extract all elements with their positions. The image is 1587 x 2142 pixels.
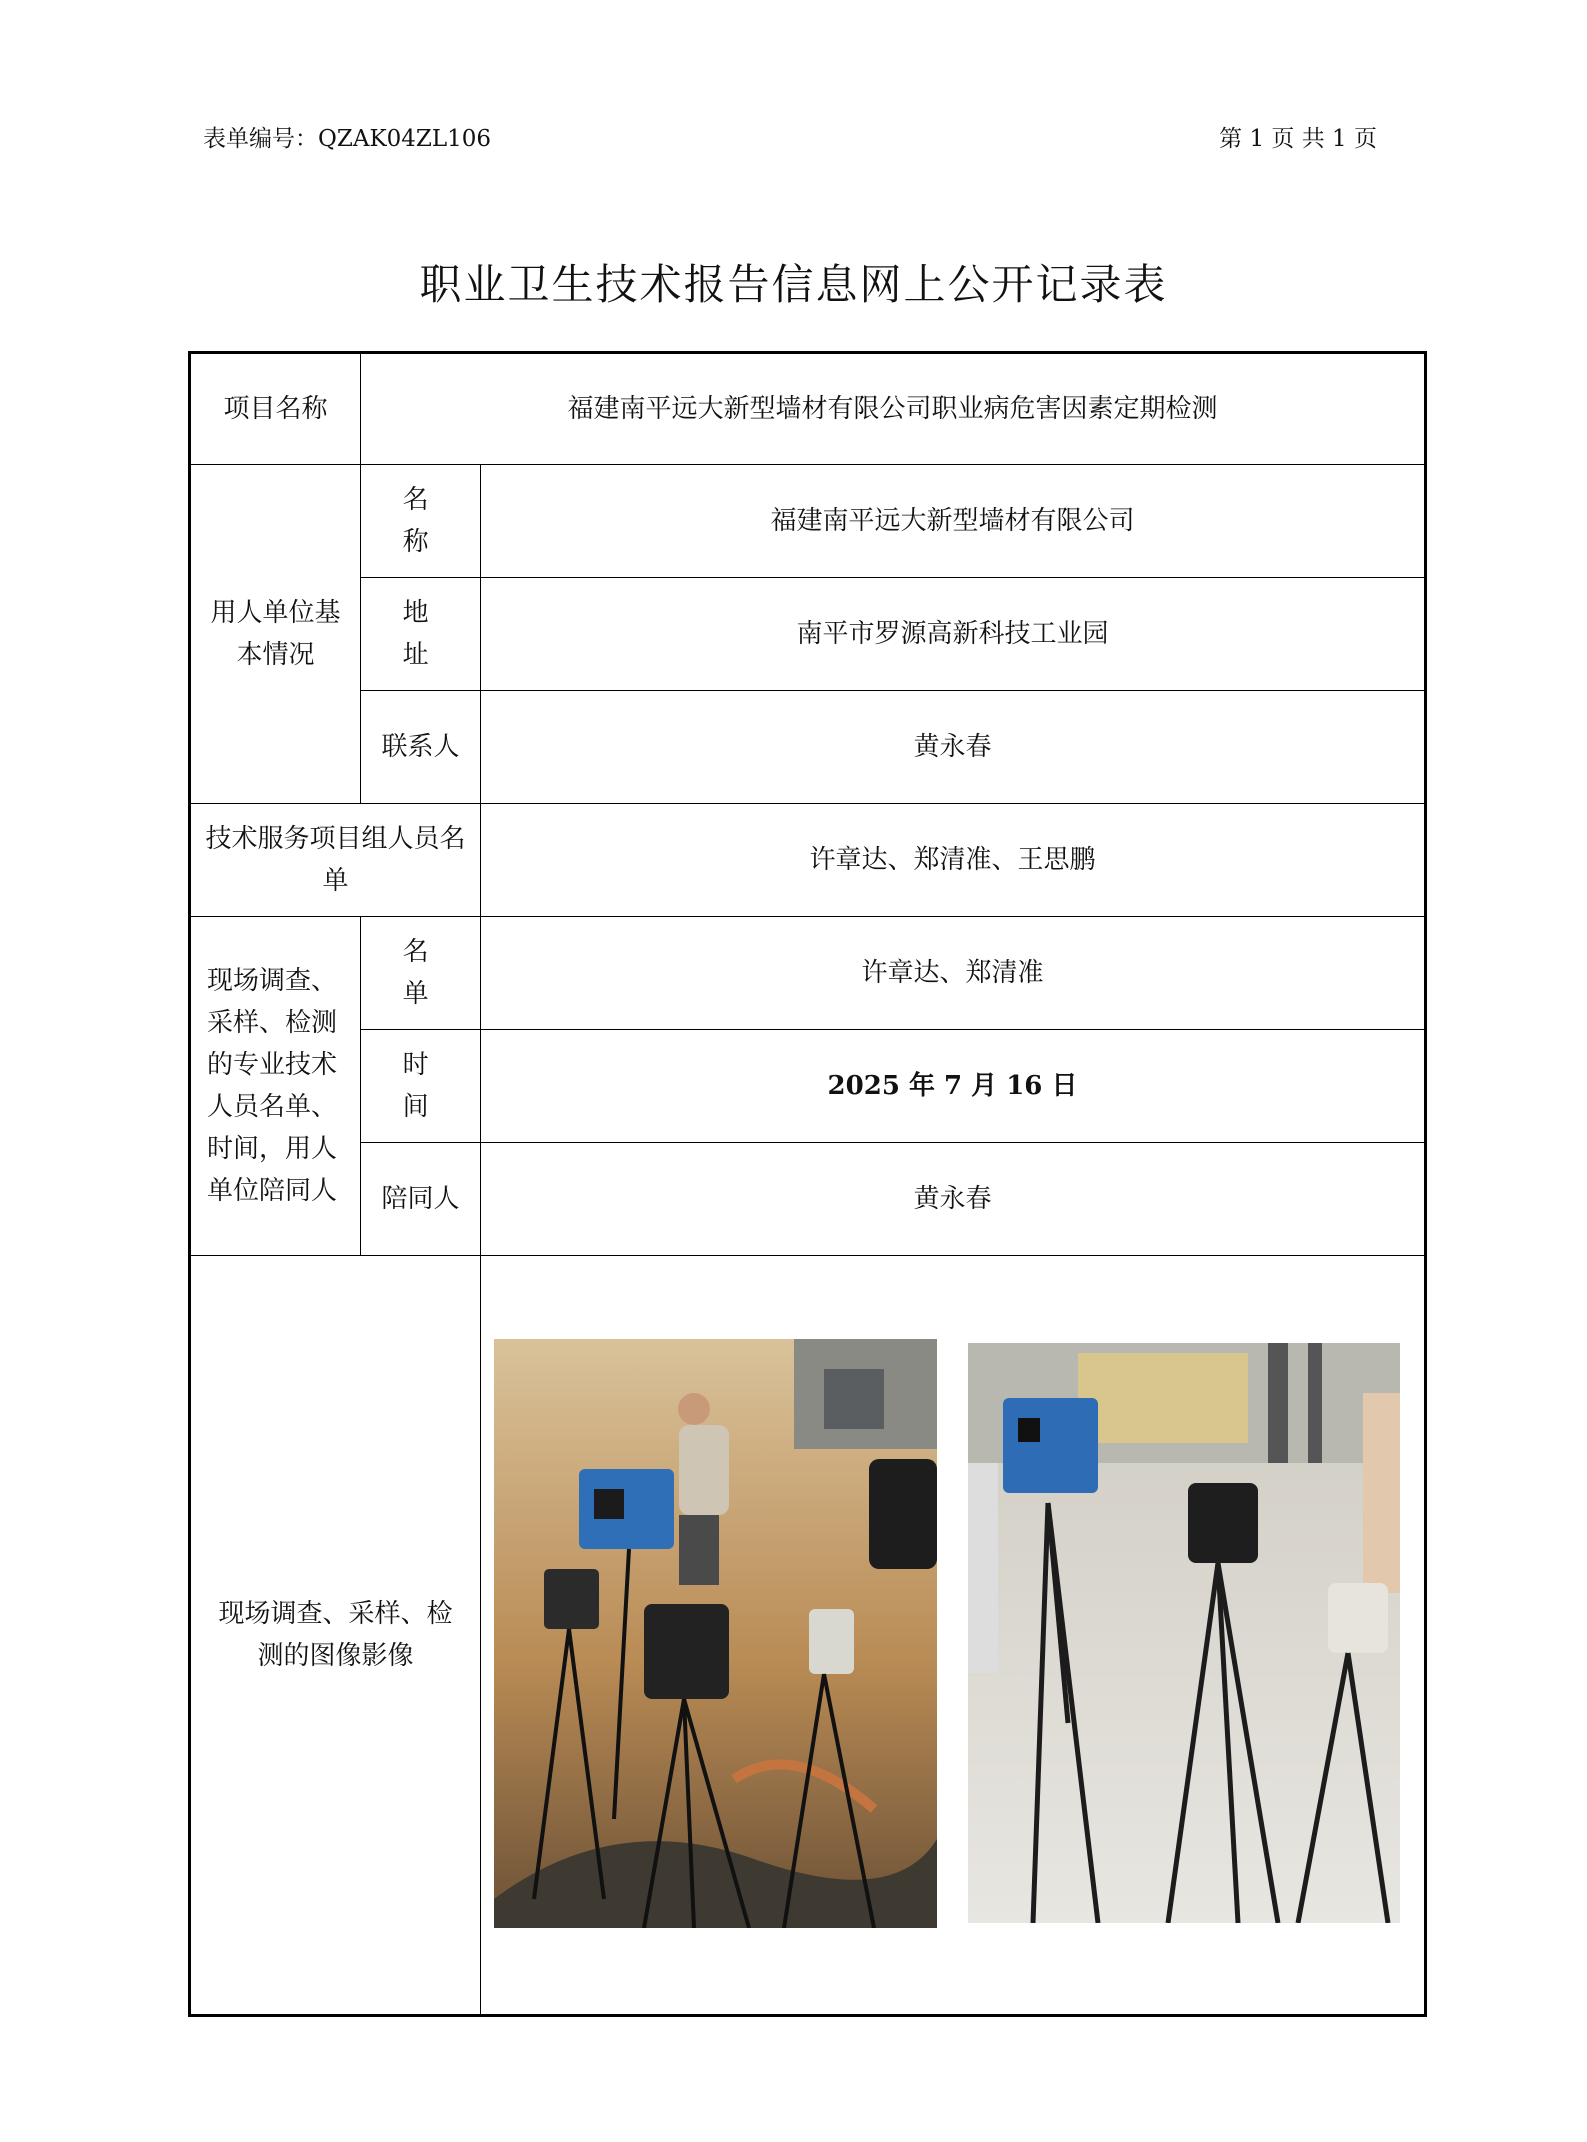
- contact-label: 联系人: [361, 691, 481, 804]
- record-table: [188, 351, 1427, 2017]
- page-title: 职业卫生技术报告信息网上公开记录表: [419, 260, 1168, 309]
- page-info: 第 1 页 共 1 页: [1219, 126, 1377, 152]
- team-value: 许章达、郑清准、王思鹏: [481, 804, 1426, 917]
- employer-info-label: [190, 465, 361, 804]
- team-label: 技术服务项目组人员名单: [190, 804, 481, 917]
- employer-address-value: 南平市罗源高新科技工业园: [481, 578, 1426, 691]
- site-photo-1: [494, 1339, 937, 1928]
- photos-label: 现场调查、采样、检测的图像影像: [190, 1256, 481, 2016]
- survey-time-value: 2025 年 7 月 16 日: [481, 1030, 1426, 1143]
- survey-list-label: 名 单: [361, 917, 481, 1030]
- photos-cell: [481, 1256, 1426, 2016]
- contact-value: 黄永春: [481, 691, 1426, 804]
- employer-name-value: 福建南平远大新型墙材有限公司: [481, 465, 1426, 578]
- employer-info-label-text: 用人单位基本情况: [210, 598, 341, 670]
- site-photo-2: [968, 1343, 1400, 1923]
- companion-label: 陪同人: [361, 1143, 481, 1256]
- survey-time-label: 时 间: [361, 1030, 481, 1143]
- form-number: 表单编号：QZAK04ZL106: [203, 126, 492, 152]
- photos-container: [481, 1256, 1424, 2014]
- employer-name-label: 名 称: [361, 465, 481, 578]
- project-name-value: 福建南平远大新型墙材有限公司职业病危害因素定期检测: [361, 353, 1426, 465]
- survey-list-value: 许章达、郑清准: [481, 917, 1426, 1030]
- employer-address-label: 地 址: [361, 578, 481, 691]
- companion-value: 黄永春: [481, 1143, 1426, 1256]
- project-name-label: 项目名称: [190, 353, 361, 465]
- survey-staff-label: 现场调查、采样、检测的专业技术人员名单、时间，用人单位陪同人: [190, 917, 361, 1256]
